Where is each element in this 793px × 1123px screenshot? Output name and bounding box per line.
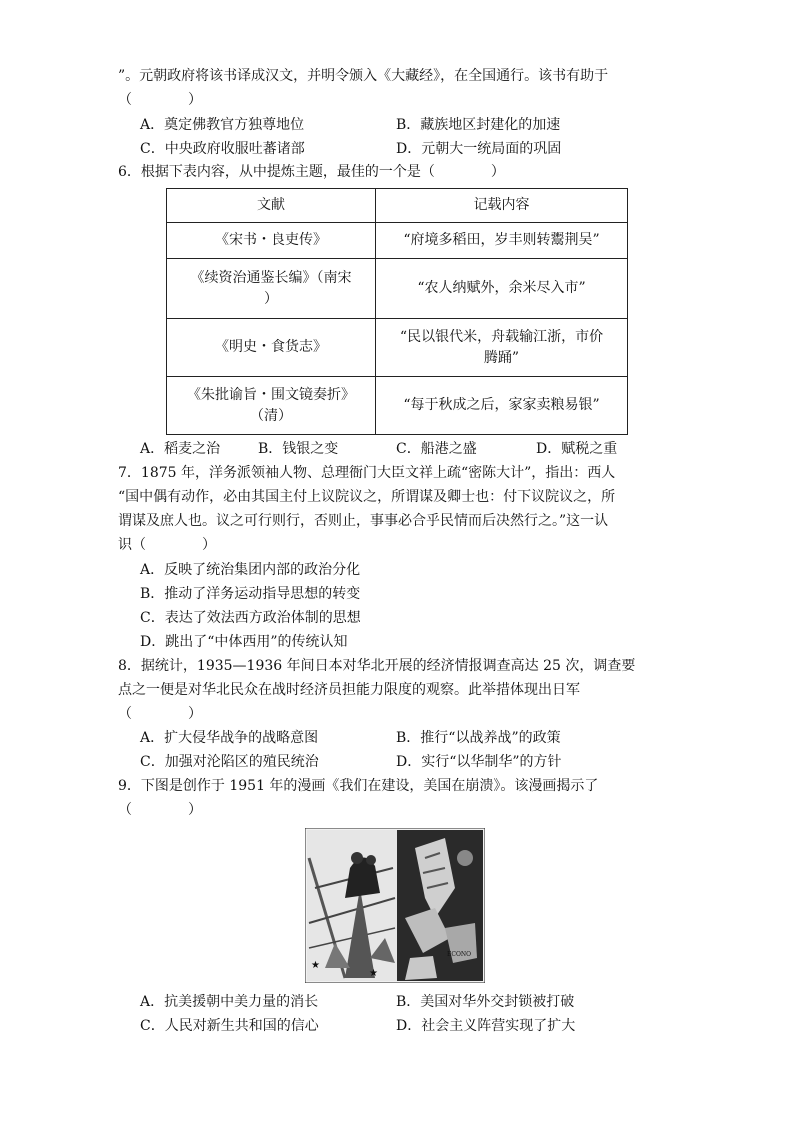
table-cell-source: 《朱批谕旨・围文镜奏折》 （清） [167, 377, 376, 435]
q9-stem-line-1: 9．下图是创作于 1951 年的漫画《我们在建设，美国在崩溃》。该漫画揭示了 [118, 778, 599, 794]
q7-stem-line-2: “国中偶有动作，必由其国主付上议院议之，所谓谋及卿士也：付下议院议之，所 [118, 489, 616, 505]
q5-option-a: A．奠定佛教官方独尊地位 [140, 117, 305, 133]
q9-option-a: A．抗美援朝中美力量的消长 [140, 994, 319, 1010]
q7-answer-blank: 识（ ） [118, 537, 216, 553]
q9-option-c: C．人民对新生共和国的信心 [140, 1018, 319, 1034]
q7-option-d: D．跳出了“中体西用”的传统认知 [140, 634, 348, 650]
q6-option-c: C．船港之盛 [396, 441, 477, 457]
q7-stem-line-3: 谓谋及庶人也。议之可行则行，否则止，事事必合乎民情而后决然行之。”这一认 [118, 513, 609, 529]
q8-option-d: D．实行“以华制华”的方针 [396, 754, 562, 770]
q6-option-d: D．赋税之重 [536, 441, 618, 457]
table-cell-source: 《明史・食货志》 [167, 319, 376, 377]
q6-option-a: A．稻麦之治 [140, 441, 221, 457]
q7-option-a: A．反映了统治集团内部的政治分化 [140, 562, 361, 578]
table-row [167, 259, 628, 319]
cartoon-label: ECONO [447, 951, 472, 958]
q5-option-c: C．中央政府收服吐蕃诸部 [140, 141, 305, 157]
table-cell-content: “民以银代米，舟载输江浙，市价 腾踊” [376, 319, 628, 377]
q8-answer-blank: （ ） [118, 706, 202, 722]
collapse-panel [397, 830, 483, 981]
q9-answer-blank: （ ） [118, 802, 202, 818]
construction-panel [307, 830, 397, 981]
q6-stem: 6．根据下表内容，从中提炼主题，最佳的一个是（ ） [118, 164, 505, 180]
q7-option-b: B．推动了洋务运动指导思想的转变 [140, 586, 361, 602]
svg-text:★: ★ [369, 968, 378, 979]
table-row [167, 377, 628, 435]
q9-option-b: B．美国对华外交封锁被打破 [396, 994, 575, 1010]
table-row [167, 319, 628, 377]
table-cell-content: “每于秋成之后，家家卖粮易银” [376, 377, 628, 435]
q6-record-table [166, 188, 628, 435]
q5-stem-tail: ”。元朝政府将该书译成汉文，并明令颁入《大藏经》，在全国通行。该书有助于 [118, 68, 609, 84]
cartoon-image [305, 828, 485, 983]
table-header-content: 记载内容 [376, 189, 628, 223]
q5-answer-blank: （ ） [118, 92, 202, 108]
table-cell-source: 《宋书・良吏传》 [167, 223, 376, 259]
table-row [167, 223, 628, 259]
q7-stem-line-1: 7．1875 年，洋务派领袖人物、总理衙门大臣文祥上疏“密陈大计”，指出：西人 [118, 465, 616, 481]
table-cell-content: “农人纳赋外，余米尽入市” [376, 259, 628, 319]
q6-option-b: B．钱银之变 [258, 441, 339, 457]
table-cell-source: 《续资治通鉴长编》（南宋 ） [167, 259, 376, 319]
q8-option-c: C．加强对沦陷区的殖民统治 [140, 754, 319, 770]
table-cell-content: “府境多稻田，岁丰则转鬻荆吴” [376, 223, 628, 259]
q5-option-d: D．元朝大一统局面的巩固 [396, 141, 562, 157]
svg-text:★: ★ [311, 960, 320, 971]
q8-stem-line-2: 点之一便是对华北民众在战时经济员担能力限度的观察。此举措体现出日军 [118, 682, 580, 698]
q9-option-d: D．社会主义阵营实现了扩大 [396, 1018, 576, 1034]
q8-option-b: B．推行“以战养战”的政策 [396, 730, 561, 746]
q8-option-a: A．扩大侵华战争的战略意图 [140, 730, 319, 746]
q5-option-b: B．藏族地区封建化的加速 [396, 117, 561, 133]
q7-option-c: C．表达了效法西方政治体制的思想 [140, 610, 361, 626]
q8-stem-line-1: 8．据统计，1935—1936 年间日本对华北开展的经济情报调查高达 25 次，调查要 [118, 658, 636, 674]
table-header-source: 文献 [167, 189, 376, 223]
table-header-row [167, 189, 628, 223]
